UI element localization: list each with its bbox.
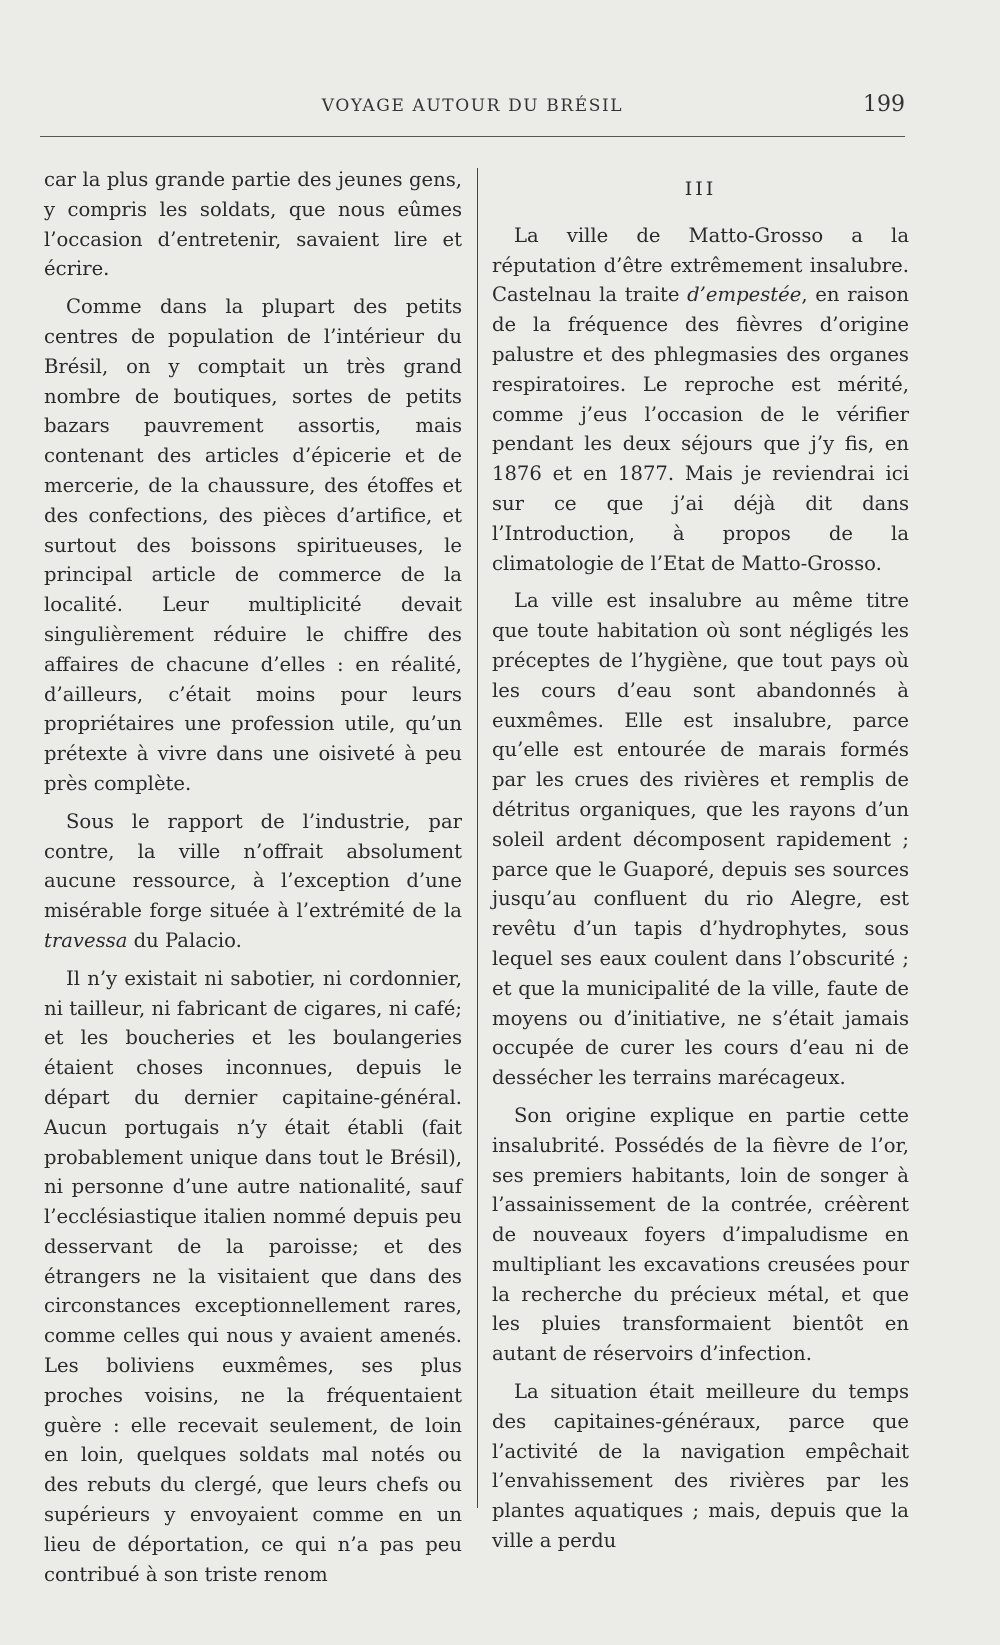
right-column xyxy=(492,165,909,1556)
paragraph: La ville est insalubre au même titre que toute habitation où sont négligés les préceptes de l’hygiène, que tout pays où les cours d’eau sont abandonnés à euxmêmes. Elle est insalubre, parce qu’elle est entourée de marais formés par les crues des rivières et remplis de détritus organiques, que les rayons d’un soleil ardent décomposent rapidement ; parce que le Guaporé, depuis ses sources jusqu’au confluent du rio Alegre, est revêtu d’un tapis d’hydrophytes, sous lequel ses eaux coulent dans l’obscurité ; et que la municipalité de la ville, faute de moyens ou d’initiative, ne s’était jamais occupée de curer les cours d’eau ni de dessécher les terrains marécageux. xyxy=(492,589,909,1090)
paragraph xyxy=(492,221,909,579)
left-column xyxy=(44,165,462,1589)
paragraph: Il n’y existait ni sabotier, ni cordonnier, ni tailleur, ni fabricant de cigares, ni café; et les boucheries et les boulangeries étaient choses inconnues, depuis le départ du dernier capitaine-général. Aucun portugais n’y était établi (fait probablement unique dans tout le Brésil), ni personne d’une autre nationalité, sauf l’ecclésiastique italien nommé depuis peu desservant de la paroisse; et des étrangers ne la visitaient que dans des circonstances exceptionnellement rares, comme celles qui nous y avaient amenés. Les boliviens euxmêmes, ses plus proches voisins, ne la fréquentaient guère : elle recevait seulement, de loin en loin, quelques soldats mal notés ou des rebuts du clergé, que leurs chefs ou supérieurs y envoyaient comme en un lieu de déportation, ce qui n’a pas peu contribué à son triste renom xyxy=(44,966,462,1586)
page-header xyxy=(40,92,905,124)
paragraph-text: du Palacio. xyxy=(127,928,242,952)
paragraph-text: La ville de Matto-Grosso a la réputation d’être extrêmement insalubre. Castelnau la traite xyxy=(492,223,909,307)
paragraph: Son origine explique en partie cette insalubrité. Possédés de la fièvre de l’or, ses premiers habitants, loin de songer à l’assainissement de la contrée, créèrent de nouveaux foyers d’impaludisme en multipliant les excavations creusées pour la recherche du précieux métal, et que les pluies transformaient bientôt en autant de réservoirs d’infection. xyxy=(492,1103,909,1366)
paragraph: La situation était meilleure du temps des capitaines-généraux, parce que l’activité de la navigation empêchait l’envahissement des rivières par les plantes aquatiques ; mais, depuis que la ville a perdu xyxy=(492,1380,909,1553)
italic-term: travessa xyxy=(44,928,128,952)
paragraph: Comme dans la plupart des petits centres de population de l’intérieur du Brésil, on y comptait un très grand nombre de boutiques, sortes de petits bazars pauvrement assortis, mais contenant des articles d’épicerie et de mercerie, de la chaussure, des étoffes et des confections, des pièces d’artifice, et surtout des boissons spiritueuses, le principal article de commerce de la localité. Leur multiplicité devait singulièrement réduire le chiffre des affaires de chacune d’elles : en réalité, d’ailleurs, c’était moins pour leurs propriétaires une profession utile, qu’un prétexte à vivre dans une oisiveté à peu près complète. xyxy=(44,295,462,795)
italic-term: d’empestée xyxy=(687,283,802,307)
page-number: 199 xyxy=(863,92,905,117)
column-divider xyxy=(477,168,478,1508)
running-title: VOYAGE AUTOUR DU BRÉSIL xyxy=(321,96,624,116)
header-rule xyxy=(40,136,905,137)
paragraph xyxy=(44,807,462,956)
paragraph: car la plus grande partie des jeunes gens, y compris les soldats, que nous eûmes l’occasion d’entretenir, savaient lire et écrire. xyxy=(44,168,462,281)
section-heading: III xyxy=(684,178,717,200)
paragraph-text: , en raison de la fréquence des fièvres d’origine palustre et des phlegmasies des organes respiratoires. Le reproche est mérité, comme j’eus l’occasion de le vérifier pendant les deux séjours que j’y fis, en 1876 et en 1877. Mais je reviendrai ici sur ce que j’ai déjà dit dans l’Introduction, à propos de la climatologie de l’Etat de Matto-Grosso. xyxy=(492,283,909,575)
paragraph-text: Sous le rapport de l’industrie, par contre, la ville n’offrait absolument aucune ressource, à l’exception d’une misérable forge située à l’extrémité de la xyxy=(44,809,462,923)
